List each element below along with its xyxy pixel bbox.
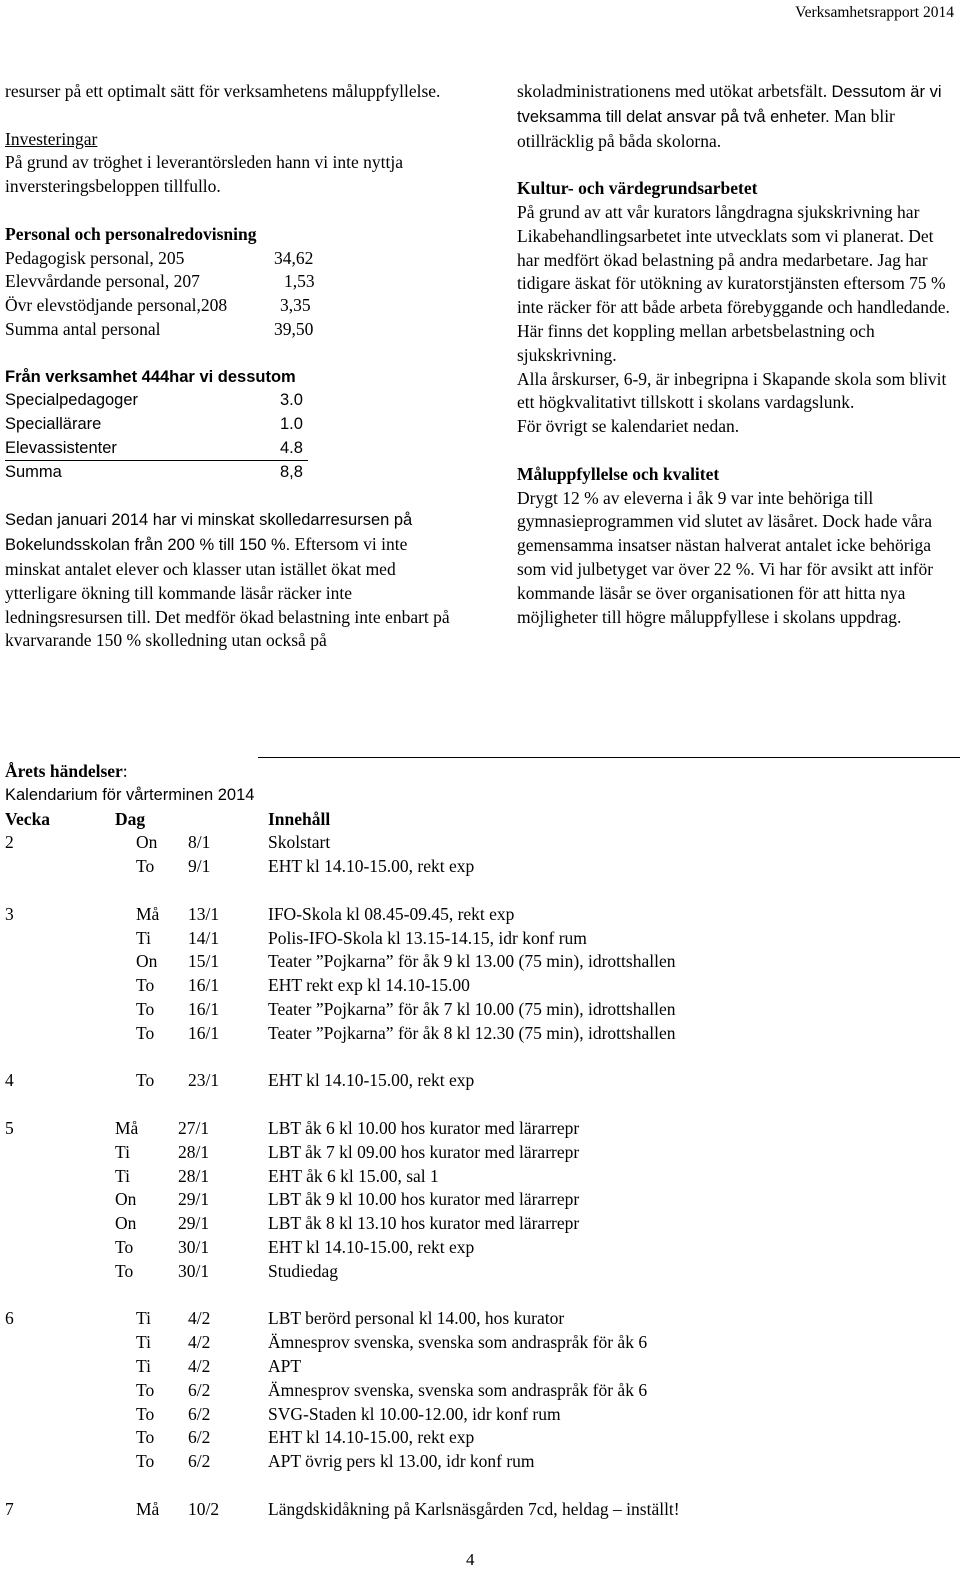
extra-staff-label: Specialpedagoger [5,391,139,410]
calendar-row [5,1141,955,1165]
calendar-date: 4/2 [188,1332,211,1353]
calendar-day: On [136,951,158,972]
page-header-title: Verksamhetsrapport 2014 [795,4,954,21]
continuation-text: skoladministrationens med utökat arbetsfält. [517,81,828,101]
calendar-row [5,1165,955,1189]
calendar-date: 28/1 [178,1165,210,1186]
calendar-date: 14/1 [188,927,220,948]
calendar-header-row [5,808,955,832]
continuation-text-2: Man blir otillräcklig på båda skolorna. [517,105,895,151]
calendar-event: EHT kl 14.10-15.00, rekt exp [268,1427,475,1448]
staff-row [5,270,450,294]
staff-value: 1,53 [284,271,315,292]
calendar-date: 4/2 [188,1355,211,1376]
calendar-event: EHT rekt exp kl 14.10-15.00 [268,975,470,996]
calendar-day: Må [136,903,160,924]
calendar-event: IFO-Skola kl 08.45-09.45, rekt exp [268,903,515,924]
calendar-row [5,1022,955,1046]
extra-staff-label: Elevassistenter [5,438,117,457]
calendar-date: 8/1 [188,832,211,853]
calendar-spacer [5,1046,955,1070]
calendar-date: 30/1 [178,1236,210,1257]
calendar-event: Ämnesprov svenska, svenska som andraspråk för åk 6 [268,1332,648,1353]
staff-label: Summa antal personal [5,318,161,339]
extra-staff-table [5,389,450,484]
calendar-day: On [136,832,158,853]
calendar-event: Teater ”Pojkarna” för åk 7 kl 10.00 (75 min), idrottshallen [268,998,676,1019]
left-column [5,80,450,653]
calendar-day: To [115,1260,134,1281]
extra-staff-row [5,413,450,437]
personal-heading: Personal och personalredovisning [5,223,257,244]
calendar-event: Skolstart [268,832,331,853]
extra-staff-value: 1.0 [280,415,303,434]
extra-staff-label: Speciallärare [5,415,102,434]
calendar-day: To [136,1427,155,1448]
calendar-event: LBT åk 6 kl 10.00 hos kurator med lärarrepr [268,1117,580,1138]
calendar-event: EHT kl 14.10-15.00, rekt exp [268,1236,475,1257]
calendar-week: 2 [5,832,14,853]
calendar-day: Må [136,1498,160,1519]
calendar-event: LBT åk 7 kl 09.00 hos kurator med lärarrepr [268,1141,580,1162]
staff-table [5,247,450,342]
calendar-row [5,1426,955,1450]
calendar-row [5,998,955,1022]
calendar-event: SVG-Staden kl 10.00-12.00, idr konf rum [268,1403,561,1424]
calendar-row [5,831,955,855]
staff-label: Pedagogisk personal, 205 [5,247,185,268]
calendar-day: To [136,975,155,996]
culture-text-3: För övrigt se kalendariet nedan. [517,416,740,437]
calendar-title-text: Årets händelser [5,761,123,781]
calendar-day: Må [115,1117,139,1138]
calendar-day: Ti [115,1165,130,1186]
calendar-title [5,760,955,784]
calendar-row [5,1069,955,1093]
calendar-row [5,1355,955,1379]
calendar-day: Ti [115,1141,130,1162]
calendar-day: To [136,856,155,877]
calendar-day: On [115,1213,137,1234]
calendar-event: Ämnesprov svenska, svenska som andraspråk för åk 6 [268,1379,648,1400]
extra-staff-value: 4.8 [280,438,303,457]
investments-text: På grund av tröghet i leverantörsleden hann vi inte nyttja inversteringsbeloppen tillfullo. [5,152,404,197]
calendar-event: LBT åk 8 kl 13.10 hos kurator med lärarrepr [268,1213,580,1234]
calendar-row [5,1379,955,1403]
calendar-row [5,1260,955,1284]
calendar-spacer [5,1093,955,1117]
reduction-paragraph [5,508,450,653]
calendar-day: To [136,1379,155,1400]
calendar-day: Ti [136,927,151,948]
culture-heading: Kultur- och värdegrundsarbetet [517,178,758,199]
investments-heading: Investeringar [5,128,98,149]
calendar-date: 29/1 [178,1189,210,1210]
calendar-day: Ti [136,1308,151,1329]
calendar-day: To [136,998,155,1019]
calendar-day: Ti [136,1355,151,1376]
calendar-event: LBT berörd personal kl 14.00, hos kurator [268,1308,565,1329]
calendar-row [5,1117,955,1141]
calendar-week: 4 [5,1070,14,1091]
calendar-date: 6/2 [188,1427,211,1448]
calendar-week: 6 [5,1308,14,1329]
calendar-date: 10/2 [188,1498,220,1519]
calendar-date: 6/2 [188,1403,211,1424]
extra-staff-sum-label: Summa [5,462,62,481]
calendar-date: 29/1 [178,1213,210,1234]
calendar-date: 30/1 [178,1260,210,1281]
calendar-event: Studiedag [268,1260,338,1281]
calendar-date: 6/2 [188,1451,211,1472]
calendar-day: To [115,1236,134,1257]
calendar-week: 3 [5,903,14,924]
extra-staff-value: 3.0 [280,391,303,410]
calendar-row [5,1236,955,1260]
calendar-event: Teater ”Pojkarna” för åk 8 kl 12.30 (75 min), idrottshallen [268,1022,676,1043]
calendar-day: To [136,1070,155,1091]
calendar-date: 16/1 [188,1022,220,1043]
calendar-event: EHT kl 14.10-15.00, rekt exp [268,1070,475,1091]
staff-label: Övr elevstödjande personal,208 [5,295,228,316]
calendar-row [5,1498,955,1522]
calendar-row [5,1450,955,1474]
calendar-body [5,831,955,1521]
calendar-date: 16/1 [188,998,220,1019]
column-header-day: Dag [115,808,146,829]
intro-text: resurser på ett optimalt sätt för verksamhetens måluppfyllelse. [5,81,441,101]
calendar-subtitle: Kalendarium för vårterminen 2014 [5,785,255,804]
calendar-date: 28/1 [178,1141,210,1162]
calendar-event: Längdskidåkning på Karlsnäsgården 7cd, heldag – inställt! [268,1498,680,1519]
calendar-date: 23/1 [188,1070,220,1091]
reduction-text: Eftersom vi inte minskat antalet elever och klasser utan istället ökat med ytterligare ökning till kommande läsår räcker inte ledningsresursen till. Det medför ökad belastning inte enbart på kvarvarande 150 % skolledning utan också på [5,534,450,651]
calendar-date: 13/1 [188,903,220,924]
extra-staff-heading: Från verksamhet 444har vi dessutom [5,367,296,386]
calendar-week: 5 [5,1117,14,1138]
calendar-row [5,927,955,951]
goal-text: Drygt 12 % av eleverna i åk 9 var inte behöriga till gymnasieprogrammen vid slutet av läsåret. Dock hade våra gemensamma insatser nästan halverat antalet icke behöriga som vid julbetyget var över 22 %. Vi har för avsikt att inför kommande läsår se över organisationen för att hitta nya möjligheter till högre måluppfyllese i skolans uppdrag. [517,487,934,627]
column-header-week: Vecka [5,808,51,829]
calendar-day: To [136,1451,155,1472]
calendar-event: APT [268,1355,302,1376]
right-column [517,80,957,629]
column-header-content: Innehåll [268,808,331,829]
calendar-section [5,760,955,1522]
calendar-event: Teater ”Pojkarna” för åk 9 kl 13.00 (75 min), idrottshallen [268,951,676,972]
calendar-spacer [5,879,955,903]
calendar-date: 15/1 [188,951,220,972]
calendar-event: EHT kl 14.10-15.00, rekt exp [268,856,475,877]
calendar-event: EHT åk 6 kl 15.00, sal 1 [268,1165,439,1186]
page-number: 4 [466,1550,475,1569]
calendar-date: 9/1 [188,856,211,877]
calendar-row [5,1307,955,1331]
staff-label: Elevvårdande personal, 207 [5,271,200,292]
calendar-title-colon: : [122,761,128,781]
calendar-event: LBT åk 9 kl 10.00 hos kurator med lärarrepr [268,1189,580,1210]
calendar-day: Ti [136,1332,151,1353]
extra-staff-row [5,389,450,413]
calendar-date: 4/2 [188,1308,211,1329]
calendar-row [5,974,955,998]
staff-value: 34,62 [274,247,314,268]
calendar-date: 6/2 [188,1379,211,1400]
culture-text-2: Alla årskurser, 6-9, är inbegripna i Skapande skola som blivit ett högkvalitativt tillskott i skolans vardagslunk. [517,368,947,413]
culture-text: På grund av att vår kurators långdragna sjukskrivning har Likabehandlingsarbetet inte utvecklats som vi planerat. Det har medfört ökad belastning på andra medarbetare. Jag har tidigare äskat för utökning av kuratorstjänsten eftersom 75 % inte räcker för att både arbeta förebyggande och handledande. Här finns det koppling mellan arbetsbelastning och sjukskrivning. [517,201,950,365]
staff-value: 39,50 [274,318,314,339]
calendar-event: Polis-IFO-Skola kl 13.15-14.15, idr konf rum [268,927,587,948]
goal-heading: Måluppfyllelse och kvalitet [517,463,720,484]
staff-row [5,318,450,342]
continuation-text-sans: Dessutom är vi tveksamma till delat ansvar på två enheter. [517,83,942,126]
continuation-paragraph [517,80,957,153]
section-divider [258,757,960,758]
calendar-date: 27/1 [178,1117,210,1138]
calendar-date: 16/1 [188,975,220,996]
calendar-row [5,1331,955,1355]
calendar-row [5,1403,955,1427]
calendar-row [5,1212,955,1236]
calendar-day: To [136,1403,155,1424]
calendar-event: APT övrig pers kl 13.00, idr konf rum [268,1451,535,1472]
reduction-text-sans: Sedan januari 2014 har vi minskat skolledarresursen på Bokelundsskolan från 200 % till 150 %. [5,511,413,555]
calendar-spacer [5,1474,955,1498]
staff-row [5,247,450,271]
extra-staff-sum-row [5,461,450,485]
calendar-row [5,903,955,927]
staff-value: 3,35 [280,295,311,316]
staff-row [5,294,450,318]
calendar-week: 7 [5,1498,14,1519]
calendar-spacer [5,1284,955,1308]
calendar-row [5,855,955,879]
calendar-day: On [115,1189,137,1210]
calendar-row [5,1188,955,1212]
calendar-day: To [136,1022,155,1043]
calendar-row [5,950,955,974]
extra-staff-sum-value: 8,8 [280,462,303,481]
extra-staff-row [5,437,308,461]
